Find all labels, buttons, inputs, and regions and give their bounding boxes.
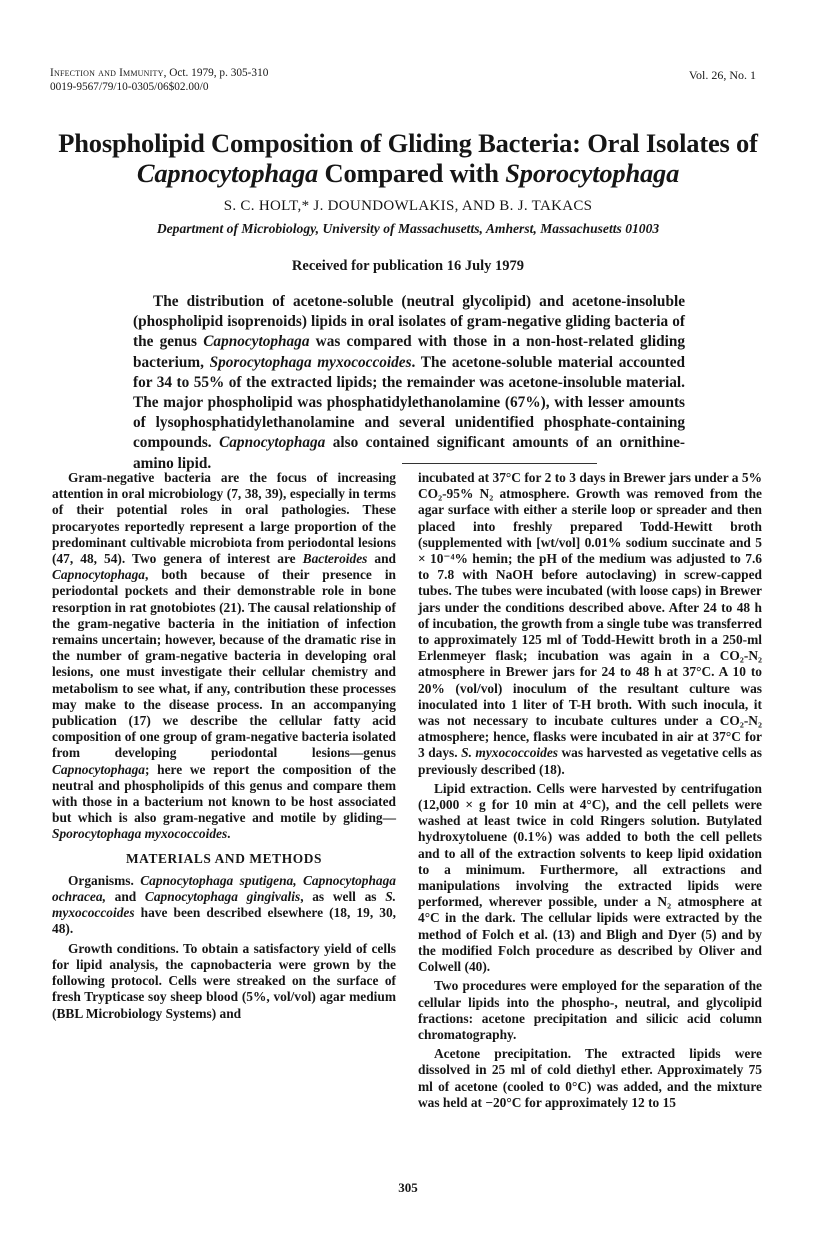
- organisms-paragraph: Organisms. Capnocytophaga sputigena, Capnocytophaga ochracea, and Capnocytophaga gingivalis, as well as S. myxococcoides have been described elsewhere (18, 19, 30, 48).: [52, 872, 396, 937]
- growth-continued: incubated at 37°C for 2 to 3 days in Brewer jars under a 5% CO₂-95% N₂ atmosphere. Growth was removed from the agar surface with either a sterile loop or spreader and then placed into freshly prepared Todd-Hewitt broth (supplemented with [wt/vol] 0.01% sodium succinate and 5 × 10⁻⁴% hemin; the pH of the medium was adjusted to 7.6 to 7.8 with NaOH before autoclaving) in screw-capped tubes. The tubes were incubated (with loose caps) in Brewer jars under the conditions described above. After 24 to 48 h of incubation, the growth from a single tube was transferred to approximately 125 ml of Todd-Hewitt broth in a 250-ml Erlenmeyer flask; incubation was again in a CO₂-N₂ atmosphere in Brewer jars for 24 to 48 h at 37°C. A 10 to 20% (vol/vol) inoculum of the resultant culture was inoculated into 1 liter of T-H broth. With such inocula, it was not necessary to incubate cultures under a CO₂-N₂ atmosphere; hence, flasks were incubated in air at 37°C for 3 days. S. myxococcoides was harvested as vegetative cells as previously described (18).: [418, 470, 763, 777]
- left-column: [52, 470, 396, 1025]
- running-header: [50, 66, 268, 94]
- page-number: 305: [398, 1180, 418, 1195]
- article-code: 0019-9567/79/10-0305/06$02.00/0: [50, 81, 209, 93]
- procedures-paragraph: Two procedures were employed for the separation of the cellular lipids into the phospho-, neutral, and glycolipid fractions: acetone precipitation and silicic acid column chromatography.: [418, 978, 762, 1042]
- volume-info: Vol. 26, No. 1: [688, 68, 756, 82]
- authors: S. C. HOLT,* J. DOUNDOWLAKIS, AND B. J. TAKACS: [223, 198, 593, 214]
- growth-paragraph: Growth conditions. To obtain a satisfactory yield of cells for lipid analysis, the capnobacteria were grown by the following protocol. Cells were streaked on the surface of fresh Trypticase soy sheep blood (5%, vol/vol) agar medium (BBL Microbiology Systems) and: [52, 940, 397, 1021]
- right-column: [418, 470, 762, 1114]
- journal-name: Infection and Immunity: [50, 67, 164, 79]
- intro-paragraph: Gram-negative bacteria are the focus of increasing attention in oral microbiology (7, 38, 39), especially in terms of their potential roles in oral pathologies. These procaryotes reportedly represent a large proportion of the predominant cultivable microbiota from periodontal lesions (47, 48, 54). Two genera of interest are Bacteroides and Capnocytophaga, both because of their presence in periodontal pockets and their demonstrable role in bone resorption in rat gnotobiotes (21). The causal relationship of the gram-negative bacteria in the initiation of infection remains uncertain; however, because of the dramatic rise in the number of gram-negative bacteria in developing oral lesions, one must investigate their cellular chemistry and metabolism to see what, if any, contribution these processes may make to the disease process. In an accompanying publication (17) we describe the cellular fatty acid composition of one group of gram-negative bacteria isolated from developing periodontal lesions—genus Capnocytophaga; here we report the composition of the neutral and phospholipids of this genus and compare them with those in a bacterium not known to be host associated but which is also gram-negative and motile by gliding—Sporocytophaga myxococcoides.: [52, 470, 396, 842]
- issue-line: , Oct. 1979, p. 305-310: [163, 67, 269, 79]
- affiliation: Department of Microbiology, University of Massachusetts, Amherst, Massachusetts 01003: [156, 221, 660, 236]
- lipid-extraction-paragraph: Lipid extraction. Cells were harvested by centrifugation (12,000 × g for 10 min at 4°C), and the cell pellets were washed at least twice in cold Ringers solution. Butylated hydroxytoluene (0.1%) was added to both the cell pellets and to all of the extraction solvents to keep lipid oxidation to a minimum. Furthermore, all extractions and manipulations involving the extracted lipids were performed, wherever possible, under a N₂ atmosphere at 4°C in the dark. The cellular lipids were extracted by the method of Folch et al. (13) and Bligh and Dyer (5) and by the modified Folch procedure as described by Oliver and Colwell (40).: [418, 780, 762, 975]
- received-date: Received for publication 16 July 1979: [291, 258, 525, 274]
- divider-rule: [402, 463, 597, 464]
- article-title: [20, 128, 796, 188]
- title-line-2: Capnocytophaga Compared with Sporocytophaga: [136, 158, 680, 188]
- acetone-paragraph: Acetone precipitation. The extracted lipids were dissolved in 25 ml of cold diethyl ether. Approximately 75 ml of acetone (cooled to 0°C) was added, and the mixture was held at −20°C for approximately 12 to 15: [418, 1046, 763, 1110]
- section-heading: MATERIALS AND METHODS: [125, 850, 323, 866]
- title-line-1: Phospholipid Composition of Gliding Bacteria: Oral Isolates of: [58, 128, 758, 158]
- abstract: The distribution of acetone-soluble (neutral glycolipid) and acetone-insoluble (phospholipid isoprenoids) lipids in oral isolates of gram-negative gliding bacteria of the genus Capnocytophaga was compared with those in a non-host-related gliding bacterium, Sporocytophaga myxococcoides. The acetone-soluble material accounted for 34 to 55% of the extracted lipids; the remainder was acetone-insoluble material. The major phospholipid was phosphatidylethanolamine (67%), with lesser amounts of lysophosphatidylethanolamine and several unidentified phosphate-containing compounds. Capnocytophaga also contained significant amounts of an ornithine-amino lipid.: [133, 293, 685, 472]
